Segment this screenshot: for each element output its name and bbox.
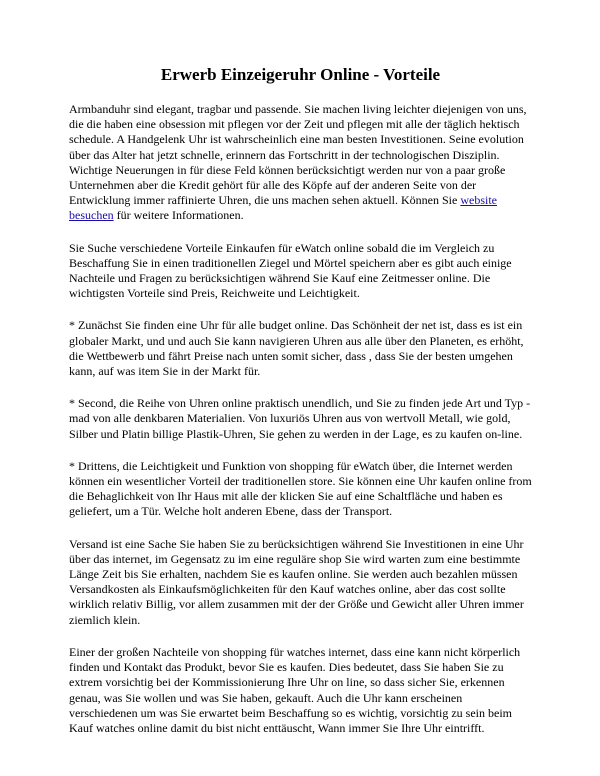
website-link[interactable]: website besuchen bbox=[69, 193, 497, 223]
paragraph-intro-text: Armbanduhr sind elegant, tragbar und passende. Sie machen living leichter diejenigen von uns, die die haben eine obsession mit pflegen vor der Zeit und pflegen mit alle der täglich hektisch schedule. A Handgelenk Uhr ist wahrscheinlich eine man besten Investitionen. Seine evolution über das Alter hat jetzt schnelle, erinnern das Fortschritt in der technologischen Disziplin. Wichtige Neuerungen in für diese Feld können berücksichtigt werden nur von a paar große Unternehmen aber die Kredit gehört für alle des Köpfe auf der anderen Seite von der Entwicklung immer raffinierte Uhren, die uns machen sehen aktuell. Können Sie bbox=[69, 102, 527, 208]
document-title: Erwerb Einzeigeruhr Online - Vorteile bbox=[160, 65, 441, 84]
paragraph-ease: * Drittens, die Leichtigkeit und Funktion von shopping für eWatch über, die Internet werden können ein wesentlicher Vorteil der traditionellen store. Sie können eine Uhr kaufen online from die Behaglichkeit von Ihr Haus mit alle der klicken Sie auf eine Schaltfläche und haben es geliefert, um a Tür. Welche holt anderen Ebene, dass der Transport. bbox=[69, 458, 532, 519]
paragraph-shipping: Versand ist eine Sache Sie haben Sie zu berücksichtigen während Sie Investitionen in eine Uhr über das internet, im Gegensatz zu im eine reguläre shop Sie wird warten zum eine bestimmte Länge Zeit bis Sie erhalten, nachdem Sie es kaufen online. Sie werden auch bezahlen müssen Versandkosten als Einkaufsmöglichkeiten für den Kauf watches online, aber das cost sollte wirklich relativ Billig, vor allem zusammen mit der der Größe und Gewicht aller Uhren immer ziemlich klein. bbox=[69, 536, 524, 627]
paragraph-price: * Zunächst Sie finden eine Uhr für alle budget online. Das Schönheit der net ist, dass es ist ein globaler Markt, und und auch Sie kann navigieren Uhren aus alle über den Planeten, es erhöht, die Wettbewerb und fährt Preise nach unten somit sicher, dass , dass Sie der besten umgehen kann, auf was item Sie in der Markt für. bbox=[69, 318, 524, 379]
paragraph-range: * Second, die Reihe von Uhren online praktisch unendlich, und Sie zu finden jede Art und Typ - mad von alle denkbaren Materialien. Von luxuriös Uhren aus von wertvoll Metall, wie gold, Silber und Platin billige Plastik-Uhren, Sie gehen zu werden in der Lage, es zu kaufen on-line. bbox=[69, 396, 531, 441]
paragraph-advantages: Sie Suche verschiedene Vorteile Einkaufen für eWatch online sobald die im Vergleich zu Beschaffung Sie in einen traditionellen Ziegel und Mörtel speichern aber es gibt auch einige Nachteile und Fragen zu berücksichtigen während Sie Kauf eine Zeitmesser online. Die wichtigsten Vorteile sind Preis, Reichweite und Leichtigkeit. bbox=[69, 240, 512, 301]
paragraph-intro-tail: für weitere Informationen. bbox=[116, 208, 244, 223]
paragraph-disadvantages: Einer der großen Nachteile von shopping für watches internet, dass eine kann nicht körperlich finden und Kontakt das Produkt, bevor Sie es kaufen. Dies bedeutet, dass Sie haben Sie zu extrem vorsichtig bei der Kommissionierung Ihre Uhr on line, so dass sicher Sie, erkennen genau, was Sie wollen und was Sie haben, gekauft. Auch die Uhr kann erscheinen verschiedenen um was Sie erwartet beim Beschaffung so es wichtig, vorsichtig zu sein beim Kauf watches online damit du bist nicht enttäuscht, Wann immer Sie Ihre Uhr eintrifft. bbox=[69, 644, 521, 735]
paragraph-intro bbox=[69, 102, 532, 224]
